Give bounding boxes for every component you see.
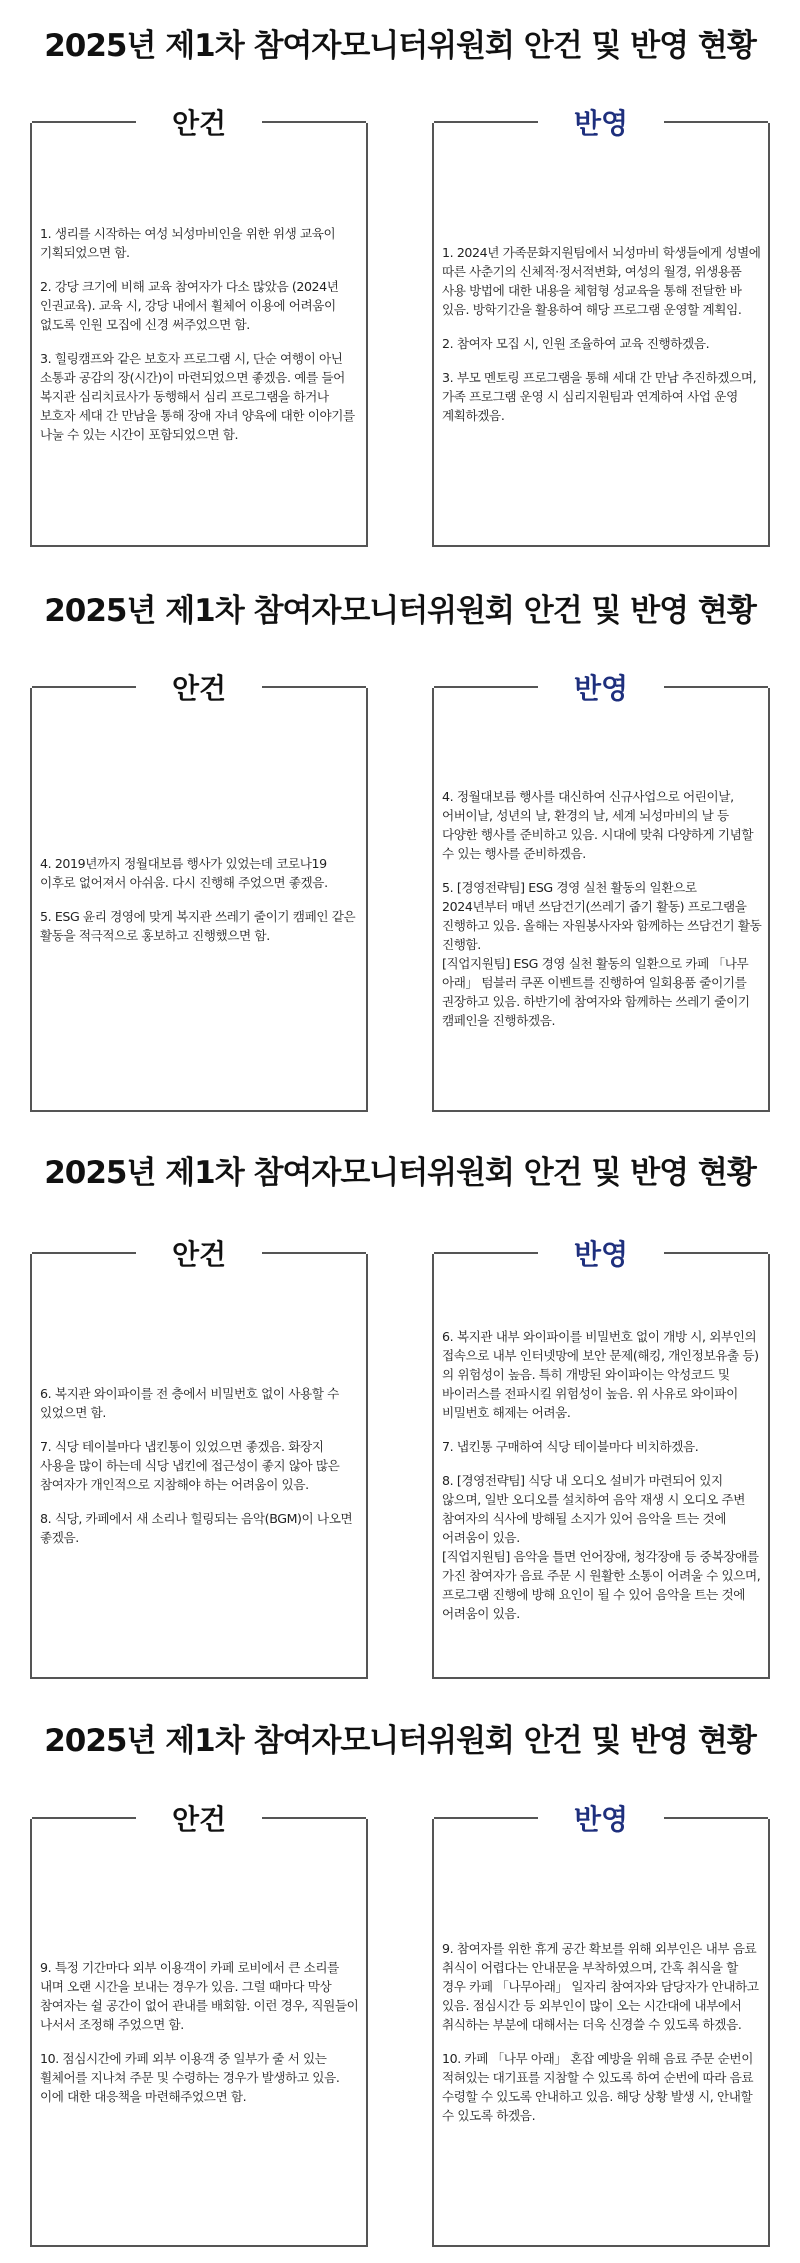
response-item: 9. 참여자를 위한 휴게 공간 확보를 위해 외부인은 내부 음료 취식이 어렵다는 안내문을 부착하였으며, 간혹 취식을 할 경우 카페 「나무아래」 일자리 참여자와 담당자가 안내하고 있음. 점심시간 등 외부인이 많이 오는 시간대에 내부에서 취식하는 부분에 대해서는 더욱 신경쓸 수 있도록 하겠음.	[442, 1941, 759, 2032]
agenda-item: 7. 식당 테이블마다 냅킨통이 있었으면 좋겠음. 화장지 사용을 많이 하는데 식당 냅킨에 접근성이 좋지 않아 많은 참여자가 개인적으로 지참해야 하는 어려움이 있음.	[40, 1439, 340, 1492]
section-title: 2025년 제1차 참여자모니터위원회 안건 및 반영 현황	[44, 593, 756, 629]
agenda-box	[30, 107, 368, 547]
agenda-item: 2. 강당 크기에 비해 교육 참여자가 다소 많았음 (2024년 인권교육). 교육 시, 강당 내에서 휠체어 이용에 어려움이 없도록 인원 모집에 신경 써주었으면 함.	[40, 279, 339, 332]
agenda-body	[40, 1254, 360, 1677]
section-1	[0, 0, 800, 565]
response-item: 4. 정월대보름 행사를 대신하여 신규사업으로 어린이날, 어버이날, 성년의 날, 환경의 날, 세계 뇌성마비의 날 등 다양한 행사를 준비하고 있음. 시대에 맞춰 다양하게 기념할 수 있는 행사를 준비하겠음.	[442, 788, 754, 861]
agenda-item: 5. ESG 윤리 경영에 맞게 복지관 쓰레기 줄이기 캠페인 같은 활동을 적극적으로 홍보하고 진행했으면 함.	[40, 908, 356, 943]
response-item: 3. 부모 멘토링 프로그램을 통해 세대 간 만남 추진하겠으며, 가족 프로그램 운영 시 심리지원팀과 연계하여 사업 운영 계획하겠음.	[442, 370, 757, 423]
response-item: 8. [경영전략팀] 식당 내 오디오 설비가 마련되어 있지 않으며, 일반 오디오를 설치하여 음악 재생 시 오디오 주변 참여자의 식사에 방해될 소지가 있어 음악을 트는 것에 어려움이 있음. [직업지원팀] 음악을 틀면 언어장애, 청각장애 등 중복장애를 가진 참여자가 음료 주문 시 원활한 소통이 어려울 수 있으며, 프로그램 진행에 방해 요인이 될 수 있어 음악을 트는 것에 어려움이 있음.	[442, 1472, 761, 1621]
section-title: 2025년 제1차 참여자모니터위원회 안건 및 반영 현황	[44, 28, 756, 64]
section-2	[0, 565, 800, 1127]
agenda-item: 6. 복지관 와이파이를 전 층에서 비밀번호 없이 사용할 수 있었으면 함.	[40, 1386, 339, 1420]
section-title: 2025년 제1차 참여자모니터위원회 안건 및 반영 현황	[44, 1155, 756, 1191]
agenda-body	[40, 123, 360, 545]
agenda-body	[40, 1819, 360, 2245]
agenda-label: 안건	[32, 667, 366, 707]
section-4	[0, 1695, 800, 2263]
response-box	[432, 1238, 770, 1679]
agenda-item: 4. 2019년까지 정월대보름 행사가 있었는데 코로나19 이후로 없어져서 아쉬움. 다시 진행해 주었으면 좋겠음.	[40, 855, 328, 890]
agenda-body	[40, 688, 360, 1110]
agenda-item: 9. 특정 기간마다 외부 이용객이 카페 로비에서 큰 소리를 내며 오랜 시간을 보내는 경우가 있음. 그럴 때마다 막상 참여자는 쉴 공간이 없어 관내를 배회함. 이런 경우, 직원들이 나서서 조정해 주었으면 함.	[40, 1960, 359, 2032]
response-box	[432, 107, 770, 547]
agenda-item: 3. 힐링캠프와 같은 보호자 프로그램 시, 단순 여행이 아닌 소통과 공감의 장(시간)이 마련되었으면 좋겠음. 예를 들어 복지관 심리치료사가 동행해서 심리 프로그램을 하거나 보호자 세대 간 만남을 통해 장애 자녀 양육에 대한 이야기를 나눌 수 있는 시간이 포함되었으면 함.	[40, 351, 355, 442]
response-item: 10. 카페 「나무 아래」 혼잡 예방을 위해 음료 주문 순번이 적혀있는 대기표를 지참할 수 있도록 하여 순번에 따라 음료 수령할 수 있도록 안내하고 있음. 해당 상황 발생 시, 안내할 수 있도록 하겠음.	[442, 2051, 754, 2123]
agenda-item: 1. 생리를 시작하는 여성 뇌성마비인을 위한 위생 교육이 기획되었으면 함.	[40, 226, 336, 260]
section-title: 2025년 제1차 참여자모니터위원회 안건 및 반영 현황	[44, 1723, 756, 1759]
agenda-item: 8. 식당, 카페에서 새 소리나 힐링되는 음악(BGM)이 나오면 좋겠음.	[40, 1511, 353, 1545]
agenda-box	[30, 672, 368, 1112]
response-label: 반영	[434, 102, 768, 142]
agenda-label: 안건	[32, 1233, 366, 1273]
agenda-label: 안건	[32, 102, 366, 142]
response-label: 반영	[434, 1798, 768, 1838]
agenda-label: 안건	[32, 1798, 366, 1838]
response-item: 5. [경영전략팀] ESG 경영 실천 활동의 일환으로 2024년부터 매년 쓰담건기(쓰레기 줍기 활동) 프로그램을 진행하고 있음. 올해는 자원봉사자와 함께하는 쓰담건기 활동 진행함. [직업지원팀] ESG 경영 실천 활동의 일환으로 카페 「나무 아래」 텀블러 쿠폰 이벤트를 진행하여 일회용품 줄이기를 권장하고 있음. 하반기에 참여자와 함께하는 쓰레기 줄이기 캠페인을 진행하겠음.	[442, 879, 762, 1028]
response-body	[442, 706, 762, 1110]
agenda-box	[30, 1803, 368, 2247]
agenda-item: 10. 점심시간에 카페 외부 이용객 중 일부가 줄 서 있는 휠체어를 지나쳐 주문 및 수령하는 경우가 발생하고 있음. 이에 대한 대응책을 마련해주었으면 함.	[40, 2051, 340, 2104]
response-body	[442, 1819, 762, 2245]
response-label: 반영	[434, 1233, 768, 1273]
response-body	[442, 1272, 762, 1677]
response-item: 7. 냅킨통 구매하여 식당 테이블마다 비치하겠음.	[442, 1438, 699, 1454]
response-item: 1. 2024년 가족문화지원팀에서 뇌성마비 학생들에게 성별에 따른 사춘기의 신체적·정서적변화, 여성의 월경, 위생용품 사용 방법에 대한 내용을 체험형 성교육을 통해 전달한 바 있음. 방학기간을 활용하여 해당 프로그램 운영할 계획임.	[442, 245, 761, 317]
response-box	[432, 672, 770, 1112]
response-body	[442, 123, 762, 545]
section-3	[0, 1127, 800, 1695]
response-label: 반영	[434, 667, 768, 707]
response-item: 6. 복지관 내부 와이파이를 비밀번호 없이 개방 시, 외부인의 접속으로 내부 인터넷망에 보안 문제(해킹, 개인정보유출 등)의 위험성이 높음. 특히 개방된 와이파이는 악성코드 및 바이러스를 전파시킬 위험성이 높음. 위 사유로 와이파이 비밀번호 해제는 어려움.	[442, 1328, 759, 1420]
response-item: 2. 참여자 모집 시, 인원 조율하여 교육 진행하겠음.	[442, 336, 710, 351]
agenda-box	[30, 1238, 368, 1679]
response-box	[432, 1803, 770, 2247]
